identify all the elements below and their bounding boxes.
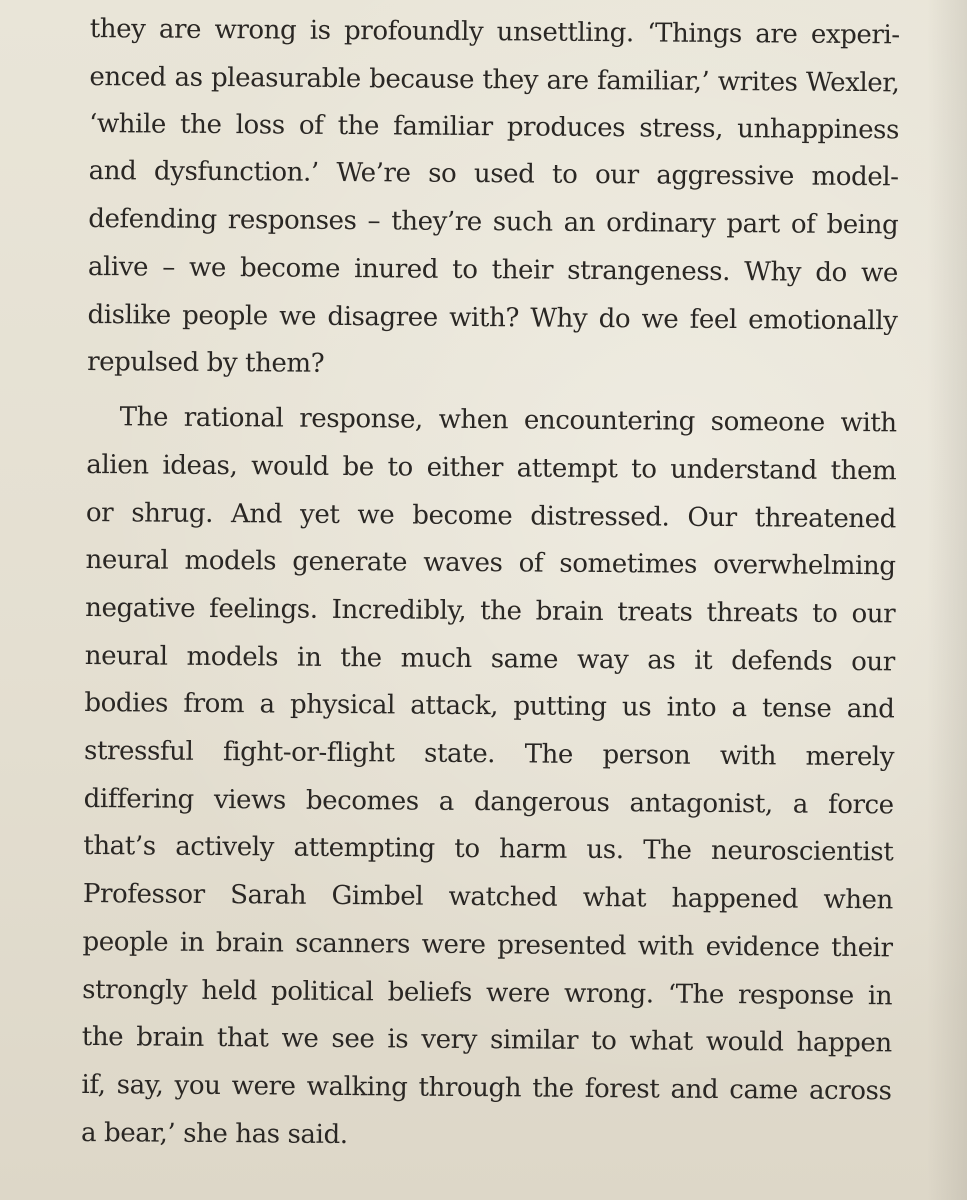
text-line: neural models generate waves of sometimes overwhelming — [85, 544, 896, 582]
text-line: alive – we become inured to their strangeness. Why do we — [87, 251, 898, 289]
text-line: they are wrong is profoundly unsettling. ‘Things are experi- — [89, 13, 900, 51]
text-line: dislike people we disagree with? Why do we feel emotionally — [87, 299, 898, 337]
text-line: people in brain scanners were presented with evidence their — [82, 926, 893, 964]
text-line: or shrug. And yet we become distressed. Our threatened — [85, 497, 897, 535]
text-line: if, say, you were walking through the forest and came across — [81, 1069, 892, 1107]
text-line: enced as pleasurable because they are familiar,’ writes Wexler, — [89, 61, 900, 99]
text-line: Professor Sarah Gimbel watched what happened when — [82, 878, 894, 916]
text-line-indented: The rational response, when encountering someone with — [119, 402, 897, 439]
text-line: strongly held political beliefs were wrong. ‘The response in — [82, 974, 893, 1012]
book-text — [80, 0, 900, 1151]
text-line: that’s actively attempting to harm us. The neuroscientist — [83, 830, 894, 868]
text-line: defending responses – they’re such an ordinary part of being — [88, 203, 899, 241]
show-through-text-1 — [560, 360, 568, 388]
text-line: alien ideas, would be to either attempt to understand them — [86, 449, 897, 487]
text-line: repulsed by them? — [87, 346, 325, 379]
text-line: stressful fight-or-flight state. The person with merely — [83, 735, 895, 773]
text-line: neural models in the much same way as it defends our — [84, 640, 895, 678]
page-edge-shadow — [927, 0, 967, 1200]
text-line: the brain that we see is very similar to what would happen — [81, 1021, 892, 1059]
text-line: differing views becomes a dangerous antagonist, a force — [83, 783, 894, 821]
text-line: ‘while the loss of the familiar produces stress, unhappiness — [88, 108, 900, 146]
text-line: negative feelings. Incredibly, the brain treats threats to our — [85, 592, 896, 630]
text-line: bodies from a physical attack, putting us into a tense and — [84, 687, 895, 725]
text-line: and dysfunction.’ We’re so used to our aggressive model- — [88, 155, 899, 193]
text-line: a bear,’ she has said. — [80, 1117, 348, 1151]
